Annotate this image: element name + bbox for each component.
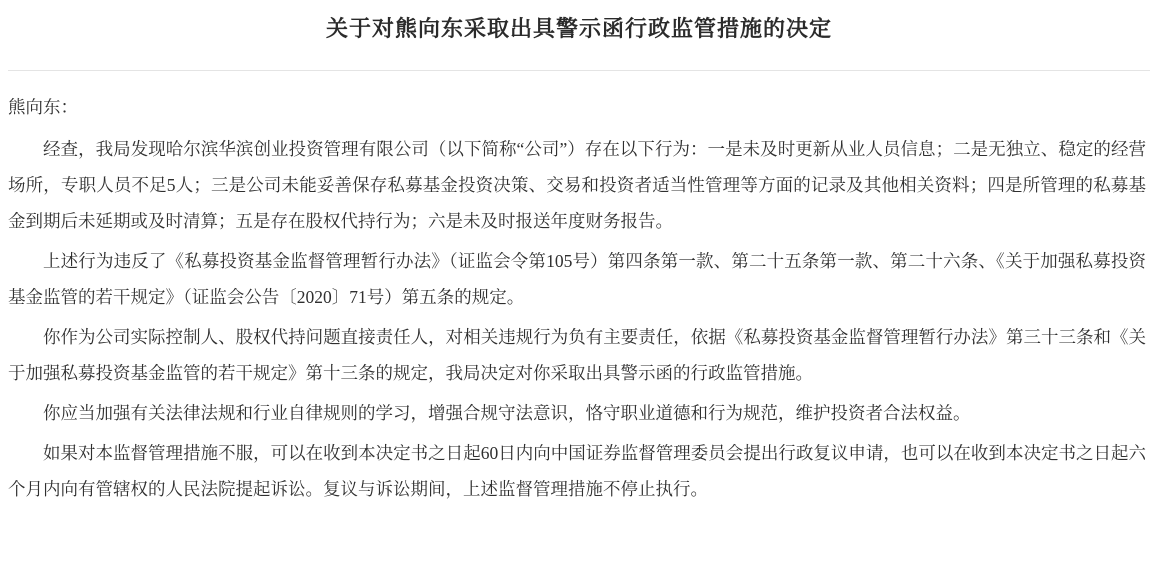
body-paragraph-2: 上述行为违反了《私募投资基金监督管理暂行办法》（证监会令第105号）第四条第一款、第二十五条第一款、第二十六条、《关于加强私募投资基金监管的若干规定》（证监会公告〔2020〕71号）第五条的规定。 [8, 251, 1146, 307]
page-title: 关于对熊向东采取出具警示函行政监管措施的决定 [325, 16, 832, 41]
document-body [0, 71, 1158, 507]
body-paragraph-3: 你作为公司实际控制人、股权代持问题直接责任人，对相关违规行为负有主要责任，依据《私募投资基金监督管理暂行办法》第三十三条和《关于加强私募投资基金监管的若干规定》第十三条的规定，我局决定对你采取出具警示函的行政监管措施。 [8, 327, 1146, 383]
body-paragraph-1: 经查，我局发现哈尔滨华滨创业投资管理有限公司（以下简称“公司”）存在以下行为：一是未及时更新从业人员信息；二是无独立、稳定的经营场所，专职人员不足5人；三是公司未能妥善保存私募基金投资决策、交易和投资者适当性管理等方面的记录及其他相关资料；四是所管理的私募基金到期后未延期或及时清算；五是存在股权代持行为；六是未及时报送年度财务报告。 [8, 139, 1146, 231]
body-paragraph-4: 你应当加强有关法律法规和行业自律规则的学习，增强合规守法意识，恪守职业道德和行为规范，维护投资者合法权益。 [43, 403, 971, 423]
body-paragraph-5: 如果对本监督管理措施不服，可以在收到本决定书之日起60日内向中国证券监督管理委员会提出行政复议申请，也可以在收到本决定书之日起六个月内向有管辖权的人民法院提起诉讼。复议与诉讼期间，上述监督管理措施不停止执行。 [8, 443, 1146, 499]
salutation: 熊向东： [8, 97, 78, 117]
